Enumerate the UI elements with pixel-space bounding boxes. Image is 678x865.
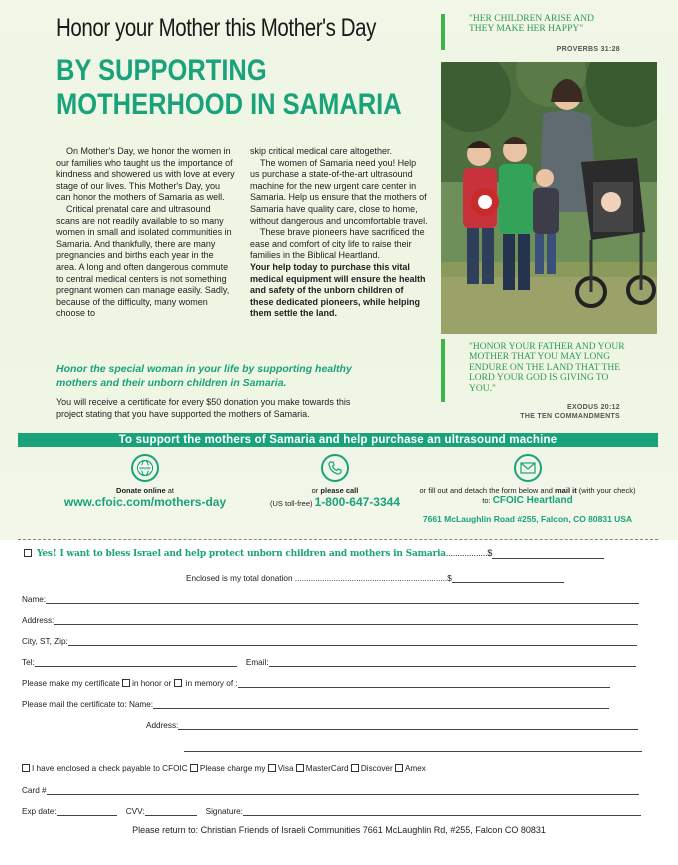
- subtitle-line-1: BY SUPPORTING: [56, 54, 267, 87]
- toll-free-label: (US toll-free): [270, 499, 315, 508]
- donate-online-label: [60, 486, 230, 495]
- call-block: [260, 454, 410, 509]
- phone-icon-svg: [327, 460, 343, 476]
- quote-bottom-text: "HONOR YOUR FATHER AND YOUR MOTHER THAT YOU MAY LONG ENDURE ON THE LAND THAT THE LORD YOUR GOD IS GIVING TO YOU.": [469, 342, 625, 394]
- honor-statement: Honor the special woman in your life by supporting healthy mothers and their unborn children in Samaria.: [56, 363, 352, 389]
- body-column-1: [56, 146, 236, 320]
- tel-label: Tel:: [22, 658, 35, 667]
- mail-pre: or fill out and detach the form below and: [419, 486, 556, 495]
- check-label: I have enclosed a check payable to CFOIC: [32, 764, 190, 773]
- exp-date-field[interactable]: [57, 806, 117, 816]
- certificate-honoree-field[interactable]: [238, 678, 610, 688]
- mail-to: to:: [482, 496, 493, 505]
- quote-bottom-ref-1: EXODUS 20:12: [566, 404, 620, 411]
- donate-url-link[interactable]: www.cfoic.com/mothers-day: [63, 495, 227, 509]
- in-honor-checkbox[interactable]: [122, 679, 130, 687]
- mail-certificate-row: [22, 699, 609, 709]
- body-column-2: [250, 146, 428, 320]
- check-checkbox[interactable]: [22, 764, 30, 772]
- donate-online-bold: Donate online: [116, 486, 166, 495]
- city-field[interactable]: [68, 636, 637, 646]
- quote-bottom-ref-2: THE TEN COMMANDMENTS: [520, 413, 620, 420]
- in-memory-label: in memory of :: [183, 679, 238, 688]
- body-paragraph: On Mother's Day, we honor the women in our families who taught us the importance of kindness and showered us with love at every stage of our lives. This Mother's Day, you can honor the mothers of Samaria as well.: [56, 146, 235, 203]
- quote-top-text: "HER CHILDREN ARISE AND THEY MAKE HER HAPPY": [469, 14, 595, 34]
- signature-field[interactable]: [243, 806, 641, 816]
- card-details-row: [22, 806, 641, 816]
- payment-method-row: [22, 764, 426, 773]
- envelope-icon-svg: [520, 461, 536, 475]
- mail-address-row-2: [184, 742, 642, 752]
- recipient-name-field[interactable]: [153, 699, 609, 709]
- pledge-amount-field[interactable]: [492, 549, 604, 559]
- quote-top-reference: PROVERBS 31:28: [556, 46, 620, 53]
- return-address: Please return to: Christian Friends of Israeli Communities 7661 McLaughlin Rd, #255, Falcon CO 80831: [132, 825, 546, 835]
- visa-label: Visa: [277, 764, 296, 773]
- pledge-text: Yes! I want to bless Israel and help protect unborn children and mothers in Samaria: [36, 549, 446, 559]
- mastercard-checkbox[interactable]: [296, 764, 304, 772]
- total-donation-dots: ...................................................................$: [294, 574, 452, 583]
- recipient-address-label: Address:: [146, 721, 179, 730]
- city-label: City, ST, Zip:: [22, 637, 68, 646]
- mail-to-line: [415, 495, 640, 506]
- call-bold: please call: [320, 486, 359, 495]
- city-row: [22, 636, 637, 646]
- name-label: Name:: [22, 595, 47, 604]
- pledge-checkbox[interactable]: [24, 549, 32, 557]
- globe-icon-svg: [136, 459, 154, 477]
- body-call-to-action: Your help today to purchase this vital medical equipment will ensure the health and safety of the unborn children of these dedicated pioneers, while helping them settle the land.: [250, 261, 426, 319]
- body-paragraph: The women of Samaria need you! Help us purchase a state-of-the-art ultrasound machine for the new urgent care center in Samaria. Help us ensure that the mothers of Samaria have quality care, close to home, without dangerous and uncomfortable travel.: [250, 157, 428, 226]
- discover-checkbox[interactable]: [351, 764, 359, 772]
- body-paragraph: Critical prenatal care and ultrasound scans are not readily available to so many women in small and isolated communities in Samaria. And thankfully, there are many pregnancies and births each year in the area. A long and often dangerous commute to central medical centers is not something pregnant women can manage easily. Sadly, because of the difficulty, many women choose to: [56, 203, 232, 319]
- mail-org: CFOIC Heartland: [492, 495, 573, 506]
- visa-checkbox[interactable]: [268, 764, 276, 772]
- mail-address-row: [146, 720, 638, 730]
- address-field[interactable]: [54, 615, 638, 625]
- family-photo: [441, 62, 657, 334]
- envelope-icon: [514, 454, 542, 482]
- email-field[interactable]: [269, 657, 636, 667]
- tear-line: [18, 539, 658, 540]
- recipient-address-field[interactable]: [178, 720, 638, 730]
- pledge-dots: ..................$: [445, 548, 493, 558]
- donation-pledge-row: [24, 548, 604, 559]
- donate-online-block: [60, 454, 230, 509]
- in-honor-label: in honor or: [132, 679, 174, 688]
- mail-post: (with your check): [576, 486, 636, 495]
- subtitle-line-2: MOTHERHOOD IN SAMARIA: [56, 88, 402, 121]
- card-number-label: Card #: [22, 786, 47, 795]
- mail-address: 7661 McLaughlin Road #255, Falcon, CO 80831 USA: [422, 514, 633, 524]
- tel-field[interactable]: [35, 657, 237, 667]
- page-title: Honor your Mother this Mother's Day: [56, 14, 376, 42]
- tel-email-row: [22, 657, 636, 667]
- phone-icon: [321, 454, 349, 482]
- mail-certificate-label: Please mail the certificate to: Name:: [22, 700, 154, 709]
- in-memory-checkbox[interactable]: [174, 679, 182, 687]
- support-banner: To support the mothers of Samaria and help purchase an ultrasound machine: [18, 433, 658, 447]
- address-row: [22, 615, 638, 625]
- certificate-row: [22, 678, 610, 688]
- call-or: or: [311, 486, 321, 495]
- quote-accent-bar: [441, 339, 445, 402]
- charge-label: Please charge my: [199, 764, 268, 773]
- discover-label: Discover: [360, 764, 395, 773]
- globe-icon: [131, 454, 159, 482]
- signature-label: Signature:: [205, 807, 243, 816]
- body-paragraph: These brave pioneers have sacrificed the ease and comfort of city life to raise their families in the Biblical Heartland.: [250, 227, 425, 261]
- total-donation-label: Enclosed is my total donation: [186, 574, 295, 583]
- call-label: [260, 486, 410, 495]
- name-row: [22, 594, 639, 604]
- email-label: Email:: [245, 658, 269, 667]
- name-field[interactable]: [46, 594, 639, 604]
- body-paragraph: skip critical medical care altogether.: [250, 146, 393, 156]
- card-number-row: [22, 785, 639, 795]
- donate-online-at: at: [165, 486, 174, 495]
- total-donation-row: [186, 573, 564, 583]
- family-photo-illustration: [441, 62, 657, 334]
- cvv-label: CVV:: [125, 807, 145, 816]
- address-label: Address:: [22, 616, 55, 625]
- amex-checkbox[interactable]: [395, 764, 403, 772]
- total-donation-field[interactable]: [452, 573, 564, 583]
- phone-number[interactable]: 1-800-647-3344: [314, 495, 400, 509]
- call-number-line: [260, 495, 410, 509]
- globe-icon-label: www: [139, 466, 151, 472]
- cvv-field[interactable]: [145, 806, 197, 816]
- exp-label: Exp date:: [22, 807, 57, 816]
- quote-accent-bar: [441, 14, 445, 50]
- mastercard-label: MasterCard: [305, 764, 351, 773]
- certificate-note: You will receive a certificate for every $50 donation you make towards this project stating that you have supported the mothers of Samaria.: [56, 397, 351, 419]
- amex-label: Amex: [404, 764, 426, 773]
- certificate-label: Please make my certificate: [22, 679, 123, 688]
- charge-checkbox[interactable]: [190, 764, 198, 772]
- mail-bold: mail it: [555, 486, 577, 495]
- mail-block: [415, 454, 640, 524]
- mail-instructions: [415, 486, 640, 495]
- page-subtitle: [56, 54, 402, 122]
- quote-bottom-reference: [500, 403, 620, 421]
- card-number-field[interactable]: [47, 785, 639, 795]
- recipient-address-field-2[interactable]: [184, 742, 642, 752]
